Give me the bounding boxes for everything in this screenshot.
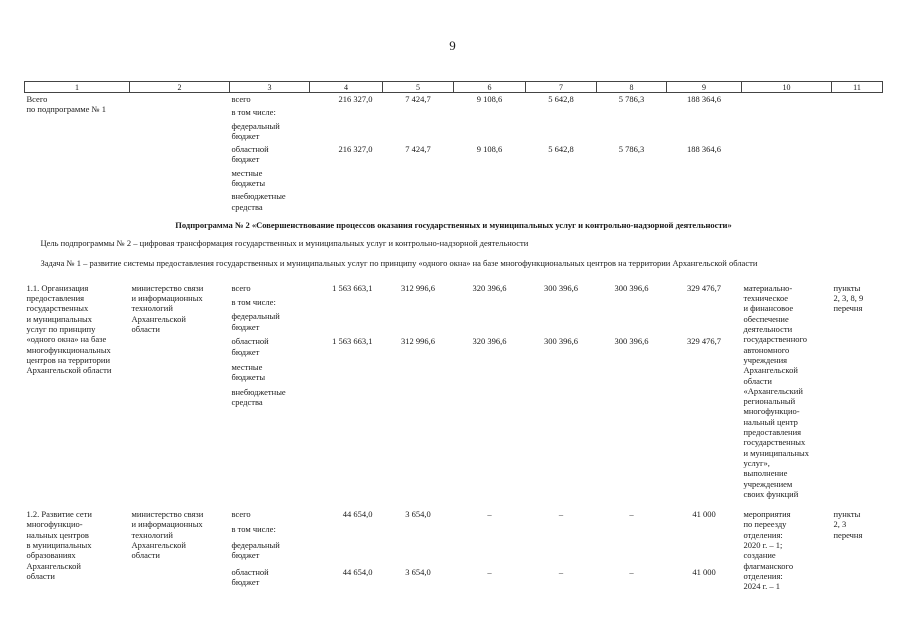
column-header-row bbox=[25, 82, 883, 93]
value-cell: 320 396,6 bbox=[472, 336, 507, 347]
source-federal-label: федеральный бюджет bbox=[231, 120, 280, 141]
value-cell: 300 396,6 bbox=[544, 336, 578, 347]
program-table bbox=[24, 81, 883, 591]
empty-cell bbox=[310, 104, 742, 117]
source-including-label: в том числе: bbox=[231, 524, 276, 535]
value-cell: 300 396,6 bbox=[614, 282, 649, 293]
value-cell: – bbox=[558, 509, 564, 520]
value-cell: 5 642,8 bbox=[548, 144, 574, 155]
value-cell: 329 476,7 bbox=[687, 282, 721, 293]
value-cell: 7 424,7 bbox=[405, 94, 431, 104]
empty-cell bbox=[310, 118, 742, 142]
source-local-label: местные бюджеты bbox=[231, 167, 266, 189]
empty-cell bbox=[310, 165, 742, 189]
activity-result: мероприятия по переезду отделения: 2020 г. – 1; создание флагманского отделения: 2024 г. – 1 bbox=[743, 509, 794, 592]
value-cell: – bbox=[629, 509, 634, 520]
value-cell: 1 563 663,1 bbox=[332, 282, 373, 293]
source-federal-label: федеральный бюджет bbox=[231, 539, 280, 560]
column-header: 8 bbox=[597, 82, 667, 93]
value-cell: 188 364,6 bbox=[687, 144, 721, 155]
column-header: 6 bbox=[454, 82, 526, 93]
column-header: 1 bbox=[25, 82, 130, 93]
value-cell: 300 396,6 bbox=[544, 282, 578, 293]
value-cell: 41 000 bbox=[692, 567, 716, 578]
source-including-label: в том числе: bbox=[231, 107, 276, 118]
column-header: 9 bbox=[667, 82, 742, 93]
empty-cell bbox=[310, 384, 742, 499]
empty-cell bbox=[310, 188, 742, 212]
value-cell: 5 642,8 bbox=[548, 94, 574, 104]
value-cell: 312 996,6 bbox=[401, 282, 435, 293]
value-cell: 7 424,7 bbox=[405, 144, 431, 155]
source-federal-label: федеральный бюджет bbox=[231, 311, 280, 332]
source-including-label: в том числе: bbox=[231, 296, 276, 307]
activity-result: материально- техническое и финансовое обеспечение деятельности государственного автономного учреждения Архангельской области «Архангельский региональный многофункцио- нальный центр предоставления государственных и муниципальных услуг», выполнение учреждением своих функций bbox=[743, 282, 810, 499]
value-cell: 3 654,0 bbox=[405, 567, 431, 578]
row-spacer bbox=[25, 499, 883, 508]
source-regional-label: областной бюджет bbox=[231, 336, 269, 357]
indicator-cell bbox=[832, 93, 883, 212]
value-cell: – bbox=[487, 567, 492, 578]
table-row bbox=[25, 93, 883, 105]
activity-executor: министерство связи и информационных технологий Архангельской области bbox=[131, 509, 204, 561]
source-extra-label: внебюджетные средства bbox=[231, 387, 286, 408]
value-cell: 9 108,6 bbox=[476, 144, 503, 155]
value-cell: 216 327,0 bbox=[338, 94, 373, 104]
source-regional-label: областной бюджет bbox=[231, 567, 269, 588]
subprogram-heading: Подпрограмма № 2 «Совершенствование процессов оказания государственных и муниципальных услуг и контрольно-надзорной деятельности» bbox=[175, 219, 732, 230]
activity-indicators: пункты 2, 3, 8, 9 перечня bbox=[833, 282, 864, 314]
value-cell: 44 654,0 bbox=[342, 567, 373, 578]
column-header: 10 bbox=[742, 82, 832, 93]
total-row-label: Всего по подпрограмме № 1 bbox=[26, 94, 107, 115]
value-cell: 5 786,3 bbox=[618, 144, 645, 155]
column-header: 2 bbox=[130, 82, 230, 93]
empty-cell bbox=[310, 294, 742, 308]
source-total-label: всего bbox=[231, 509, 251, 520]
value-cell: 9 108,6 bbox=[476, 94, 503, 104]
subprogram-task: Задача № 1 – развитие системы предоставления государственных и муниципальных услуг по принципу «одного окна» на базе многофункциональных центров на территории Архангельской области bbox=[40, 257, 758, 268]
activity-executor: министерство связи и информационных технологий Архангельской области bbox=[131, 282, 204, 335]
value-cell: 320 396,6 bbox=[472, 282, 507, 293]
value-cell: 1 563 663,1 bbox=[332, 336, 373, 347]
value-cell: – bbox=[629, 567, 634, 578]
value-cell: – bbox=[558, 567, 564, 578]
source-local-label: местные бюджеты bbox=[231, 361, 266, 383]
table-row bbox=[25, 508, 883, 521]
activity-name: 1.2. Развитие сети многофункцио- нальных центров в муниципальных образованиях Архангельской области bbox=[26, 509, 92, 581]
empty-cell bbox=[310, 308, 742, 333]
column-header: 4 bbox=[310, 82, 383, 93]
source-extra-label: внебюджетные средства bbox=[231, 191, 286, 212]
value-cell: 312 996,6 bbox=[401, 336, 435, 347]
column-header: 3 bbox=[230, 82, 310, 93]
value-cell: 44 654,0 bbox=[342, 509, 373, 520]
value-cell: 5 786,3 bbox=[618, 94, 645, 104]
source-regional-label: областной бюджет bbox=[231, 144, 269, 165]
column-header: 11 bbox=[832, 82, 883, 93]
empty-cell bbox=[310, 537, 742, 564]
source-total-label: всего bbox=[231, 282, 251, 293]
page-number: 9 bbox=[449, 38, 456, 53]
result-cell bbox=[742, 93, 832, 212]
empty-cell bbox=[310, 521, 742, 536]
source-total-label: всего bbox=[231, 94, 251, 104]
column-header: 7 bbox=[526, 82, 597, 93]
value-cell: 3 654,0 bbox=[405, 509, 431, 520]
value-cell: 329 476,7 bbox=[687, 336, 721, 347]
table-row bbox=[25, 212, 883, 234]
activity-name: 1.1. Организация предоставления государственных и муниципальных услуг по принципу «одного окна» на базе многофункциональных центров на территории Архангельской области bbox=[26, 282, 112, 376]
table-row bbox=[25, 282, 883, 294]
total-row-executor bbox=[130, 93, 230, 212]
empty-cell bbox=[310, 359, 742, 384]
table-row bbox=[25, 257, 883, 282]
value-cell: 300 396,6 bbox=[614, 336, 649, 347]
value-cell: 41 000 bbox=[692, 509, 716, 520]
table-row bbox=[25, 234, 883, 256]
value-cell: 188 364,6 bbox=[687, 94, 721, 104]
value-cell: – bbox=[487, 509, 492, 520]
activity-indicators: пункты 2, 3 перечня bbox=[833, 509, 863, 540]
value-cell: 216 327,0 bbox=[338, 144, 373, 155]
subprogram-goal: Цель подпрограммы № 2 – цифровая трансформация государственных и муниципальных услуг и контрольно-надзорной деятельности bbox=[40, 238, 529, 249]
column-header: 5 bbox=[383, 82, 454, 93]
